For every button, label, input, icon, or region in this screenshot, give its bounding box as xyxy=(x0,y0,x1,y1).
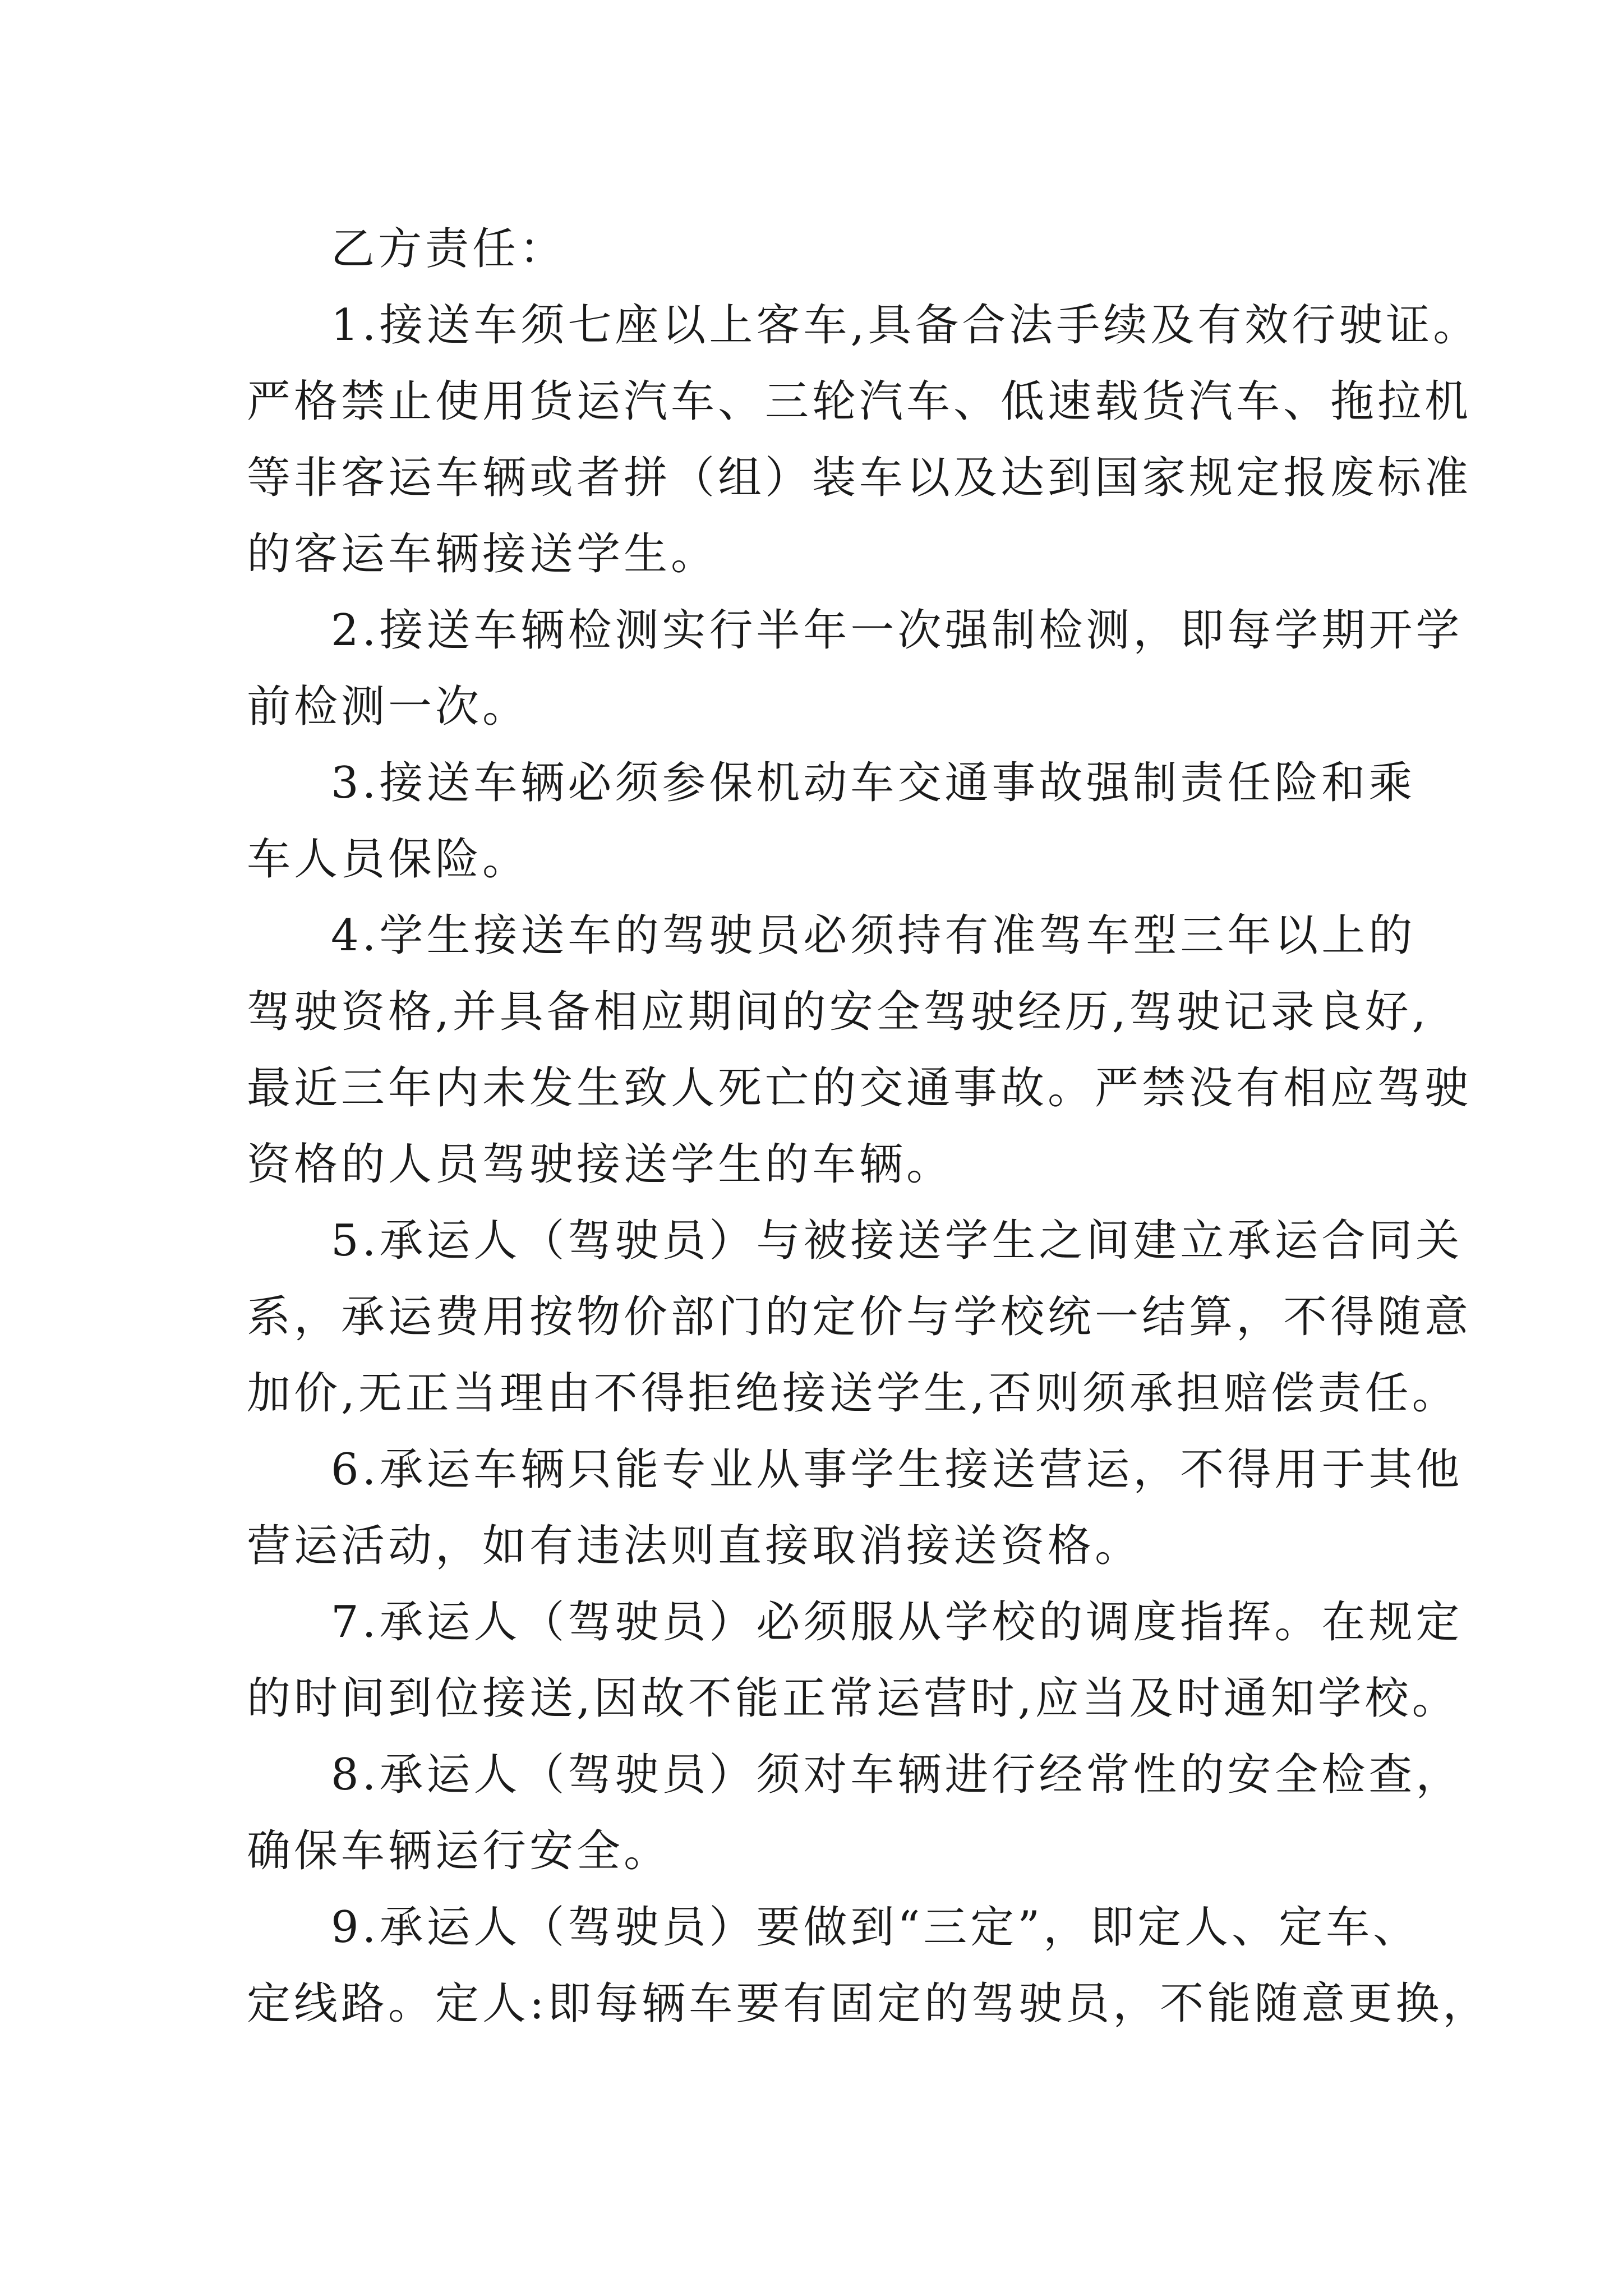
text-line: 营运活动，如有违法则直接取消接送资格。 xyxy=(247,1521,1142,1571)
text-line: 驾驶资格,并具备相应期间的安全驾驶经历,驾驶记录良好, xyxy=(247,987,1430,1037)
section-heading: 乙方责任： xyxy=(331,224,567,274)
text-line: 加价,无正当理由不得拒绝接送学生,否则须承担赔偿责任。 xyxy=(247,1368,1459,1419)
text-line: 的时间到位接送,因故不能正常运营时,应当及时通知学校。 xyxy=(247,1673,1459,1724)
text-line: 等非客运车辆或者拼（组）装车以及达到国家规定报废标准 xyxy=(247,453,1472,503)
text-line: 7.承运人（驾驶员）必须服从学校的调度指挥。在规定 xyxy=(331,1597,1463,1648)
text-line: 严格禁止使用货运汽车、三轮汽车、低速载货汽车、拖拉机 xyxy=(247,376,1472,427)
text-line: 资格的人员驾驶接送学生的车辆。 xyxy=(247,1139,954,1190)
text-line: 1.接送车须七座以上客车,具备合法手续及有效行驶证。 xyxy=(331,300,1481,351)
text-line: 8.承运人（驾驶员）须对车辆进行经常性的安全检查， xyxy=(331,1750,1463,1800)
text-line: 3.接送车辆必须参保机动车交通事故强制责任险和乘 xyxy=(331,758,1416,808)
text-line: 确保车辆运行安全。 xyxy=(247,1826,671,1876)
text-line: 车人员保险。 xyxy=(247,834,530,885)
text-line: 2.接送车辆检测实行半年一次强制检测，即每学期开学 xyxy=(331,605,1463,656)
text-line: 最近三年内未发生致人死亡的交通事故。严禁没有相应驾驶 xyxy=(247,1063,1472,1114)
text-line: 9.承运人（驾驶员）要做到“三定”，即定人、定车、 xyxy=(331,1902,1421,1953)
text-line: 前检测一次。 xyxy=(247,682,530,732)
text-line: 6.承运车辆只能专业从事学生接送营运，不得用于其他 xyxy=(331,1444,1463,1495)
text-line: 4.学生接送车的驾驶员必须持有准驾车型三年以上的 xyxy=(331,910,1416,961)
text-line: 定线路。定人:即每辆车要有固定的驾驶员，不能随意更换， xyxy=(247,1978,1490,2029)
text-line: 系，承运费用按物价部门的定价与学校统一结算，不得随意 xyxy=(247,1292,1472,1342)
document-body xyxy=(247,211,1490,2042)
text-line: 5.承运人（驾驶员）与被接送学生之间建立承运合同关 xyxy=(331,1216,1463,1266)
text-line: 的客运车辆接送学生。 xyxy=(247,529,718,579)
